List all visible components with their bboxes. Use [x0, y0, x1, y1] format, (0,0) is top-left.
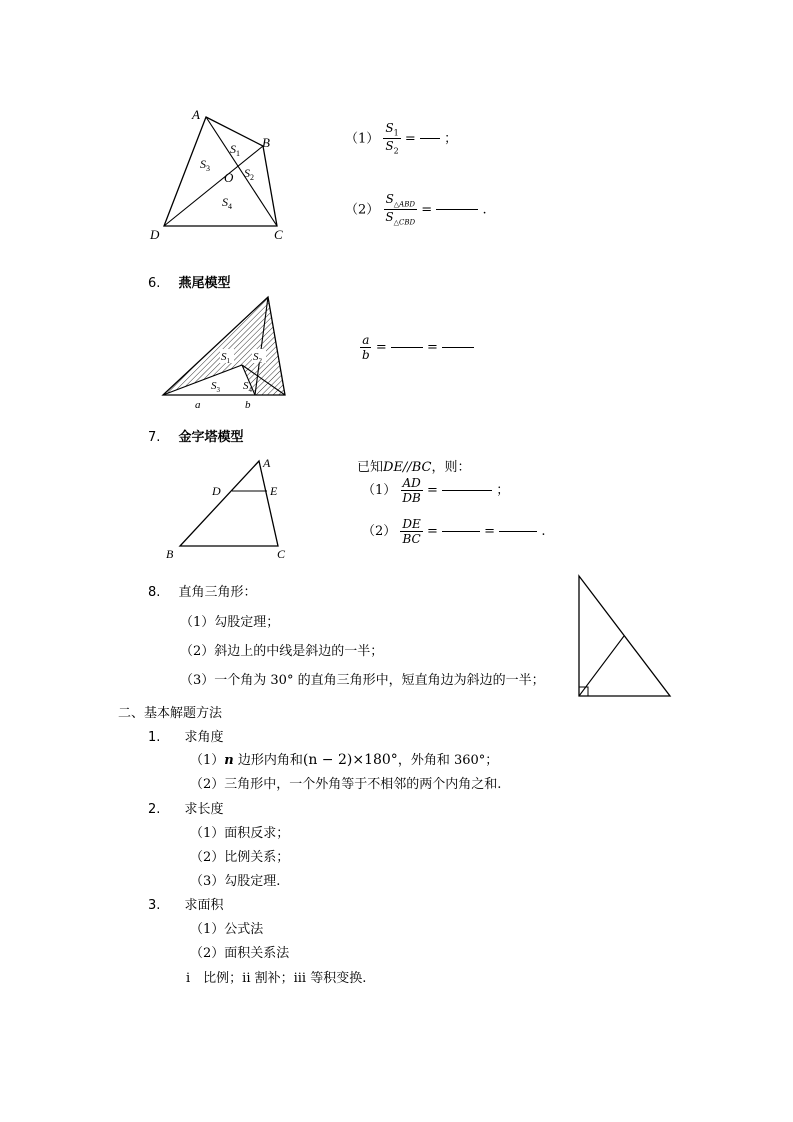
question-label: （2） — [362, 524, 397, 539]
equals-sign: = — [426, 524, 438, 539]
base-a-label: a — [195, 399, 201, 411]
section-8-item-1: （1）勾股定理； — [180, 615, 280, 630]
equals-sign: = — [404, 131, 416, 147]
right-triangle-figure — [572, 570, 676, 702]
region-s4-label: $S_4$ — [243, 380, 252, 394]
region-s4-label: $S_4$ — [222, 195, 232, 211]
fraction-ad-over-db: $\frac{AD}{DB}$ — [402, 476, 421, 505]
part-2-title: 二、基本解题方法 — [118, 706, 223, 721]
equals-sign: = — [484, 524, 496, 539]
pyramid-given: 已知DE//BC，则： — [357, 460, 471, 475]
region-s2-label: $S_2$ — [244, 166, 254, 182]
section-title: 燕尾模型 — [178, 276, 231, 291]
fraction-s1-over-s2: $\frac{S_1}{S_2}$ — [385, 121, 399, 156]
method-3-item-1: （1）公式法 — [190, 922, 264, 937]
base-b-label: b — [245, 399, 251, 411]
swallowtail-figure — [155, 292, 305, 412]
pyramid-question-1 — [362, 477, 509, 504]
question-label: （1） — [362, 483, 397, 498]
method-3-item-2: （2）面积关系法 — [190, 946, 290, 961]
region-s2-label: $S_2$ — [253, 351, 262, 365]
section-number: 8. — [148, 585, 161, 600]
region-s1-label: $S_1$ — [221, 351, 230, 365]
method-number: 2. — [148, 802, 161, 817]
equals-sign: = — [421, 202, 433, 218]
method-2-item-3: （3）勾股定理. — [190, 874, 281, 889]
answer-blank[interactable] — [442, 531, 480, 532]
method-2-item-2: （2）比例关系； — [190, 850, 290, 865]
punctuation: . — [482, 202, 487, 218]
fraction-de-over-bc: $\frac{DE}{BC}$ — [402, 517, 421, 546]
question-label: （2） — [345, 202, 380, 218]
section-number: 6. — [148, 276, 161, 291]
equals-sign: = — [427, 340, 438, 355]
region-s3-label: $S_3$ — [200, 157, 210, 173]
equals-sign: = — [375, 340, 387, 355]
section-8-item-2: （2）斜边上的中线是斜边的一半； — [180, 644, 384, 659]
answer-blank[interactable] — [442, 490, 492, 491]
punctuation: ； — [496, 483, 510, 498]
answer-blank[interactable] — [420, 138, 440, 139]
answer-blank[interactable] — [499, 531, 537, 532]
vertex-a-label: A — [263, 456, 271, 470]
pyramid-question-2 — [362, 518, 545, 545]
punctuation: ； — [444, 131, 458, 147]
vertex-b-label: B — [262, 135, 270, 150]
punctuation: . — [541, 524, 546, 539]
method-3-subitems: i 比例；ii 割补；iii 等积变换. — [186, 971, 367, 986]
center-o-label: O — [224, 170, 234, 185]
section-8-heading — [148, 581, 257, 600]
method-2-item-1: （1）面积反求； — [190, 826, 290, 841]
method-2-heading — [148, 798, 224, 817]
method-number: 3. — [148, 898, 161, 913]
vertex-d-label: D — [150, 227, 160, 242]
vertex-b-label: B — [166, 547, 174, 561]
method-number: 1. — [148, 730, 161, 745]
butterfly-figure — [140, 105, 310, 245]
section-number: 7. — [148, 430, 161, 445]
fraction-a-over-b: $\frac{a}{b}$ — [362, 333, 370, 362]
equals-sign: = — [427, 483, 438, 498]
swallowtail-equation — [360, 334, 474, 361]
section-6-heading — [148, 272, 231, 291]
vertex-a-label: A — [192, 107, 200, 122]
method-1-heading — [148, 726, 224, 745]
question-label: （1） — [345, 131, 380, 147]
pyramid-figure — [160, 452, 300, 564]
vertex-e-label: E — [270, 484, 278, 498]
method-title: 求角度 — [184, 730, 224, 745]
answer-blank[interactable] — [442, 347, 474, 348]
section-title: 金字塔模型 — [178, 430, 244, 445]
section-title: 直角三角形： — [178, 585, 257, 600]
section-8-item-3: （3）一个角为 30° 的直角三角形中，短直角边为斜边的一半； — [180, 673, 545, 688]
vertex-d-label: D — [212, 484, 221, 498]
answer-blank[interactable] — [391, 347, 423, 348]
butterfly-question-1 — [345, 122, 457, 156]
section-7-heading — [148, 426, 244, 445]
region-s3-label: $S_3$ — [211, 380, 220, 394]
method-1-item-1: （1）n 边形内角和(n − 2)×180°，外角和 360°； — [190, 752, 499, 768]
answer-blank[interactable] — [436, 209, 478, 210]
fraction-abd-over-cbd: $\frac{S_{\triangle ABD}}{S_{\triangle CBD}}$ — [385, 192, 416, 227]
vertex-c-label: C — [277, 547, 286, 561]
method-title: 求长度 — [184, 802, 224, 817]
vertex-c-label: C — [274, 227, 283, 242]
method-1-item-2: （2）三角形中，一个外角等于不相邻的两个内角之和. — [190, 777, 502, 792]
region-s1-label: $S_1$ — [230, 142, 240, 158]
method-3-heading — [148, 894, 224, 913]
butterfly-question-2 — [345, 193, 487, 227]
method-title: 求面积 — [184, 898, 224, 913]
